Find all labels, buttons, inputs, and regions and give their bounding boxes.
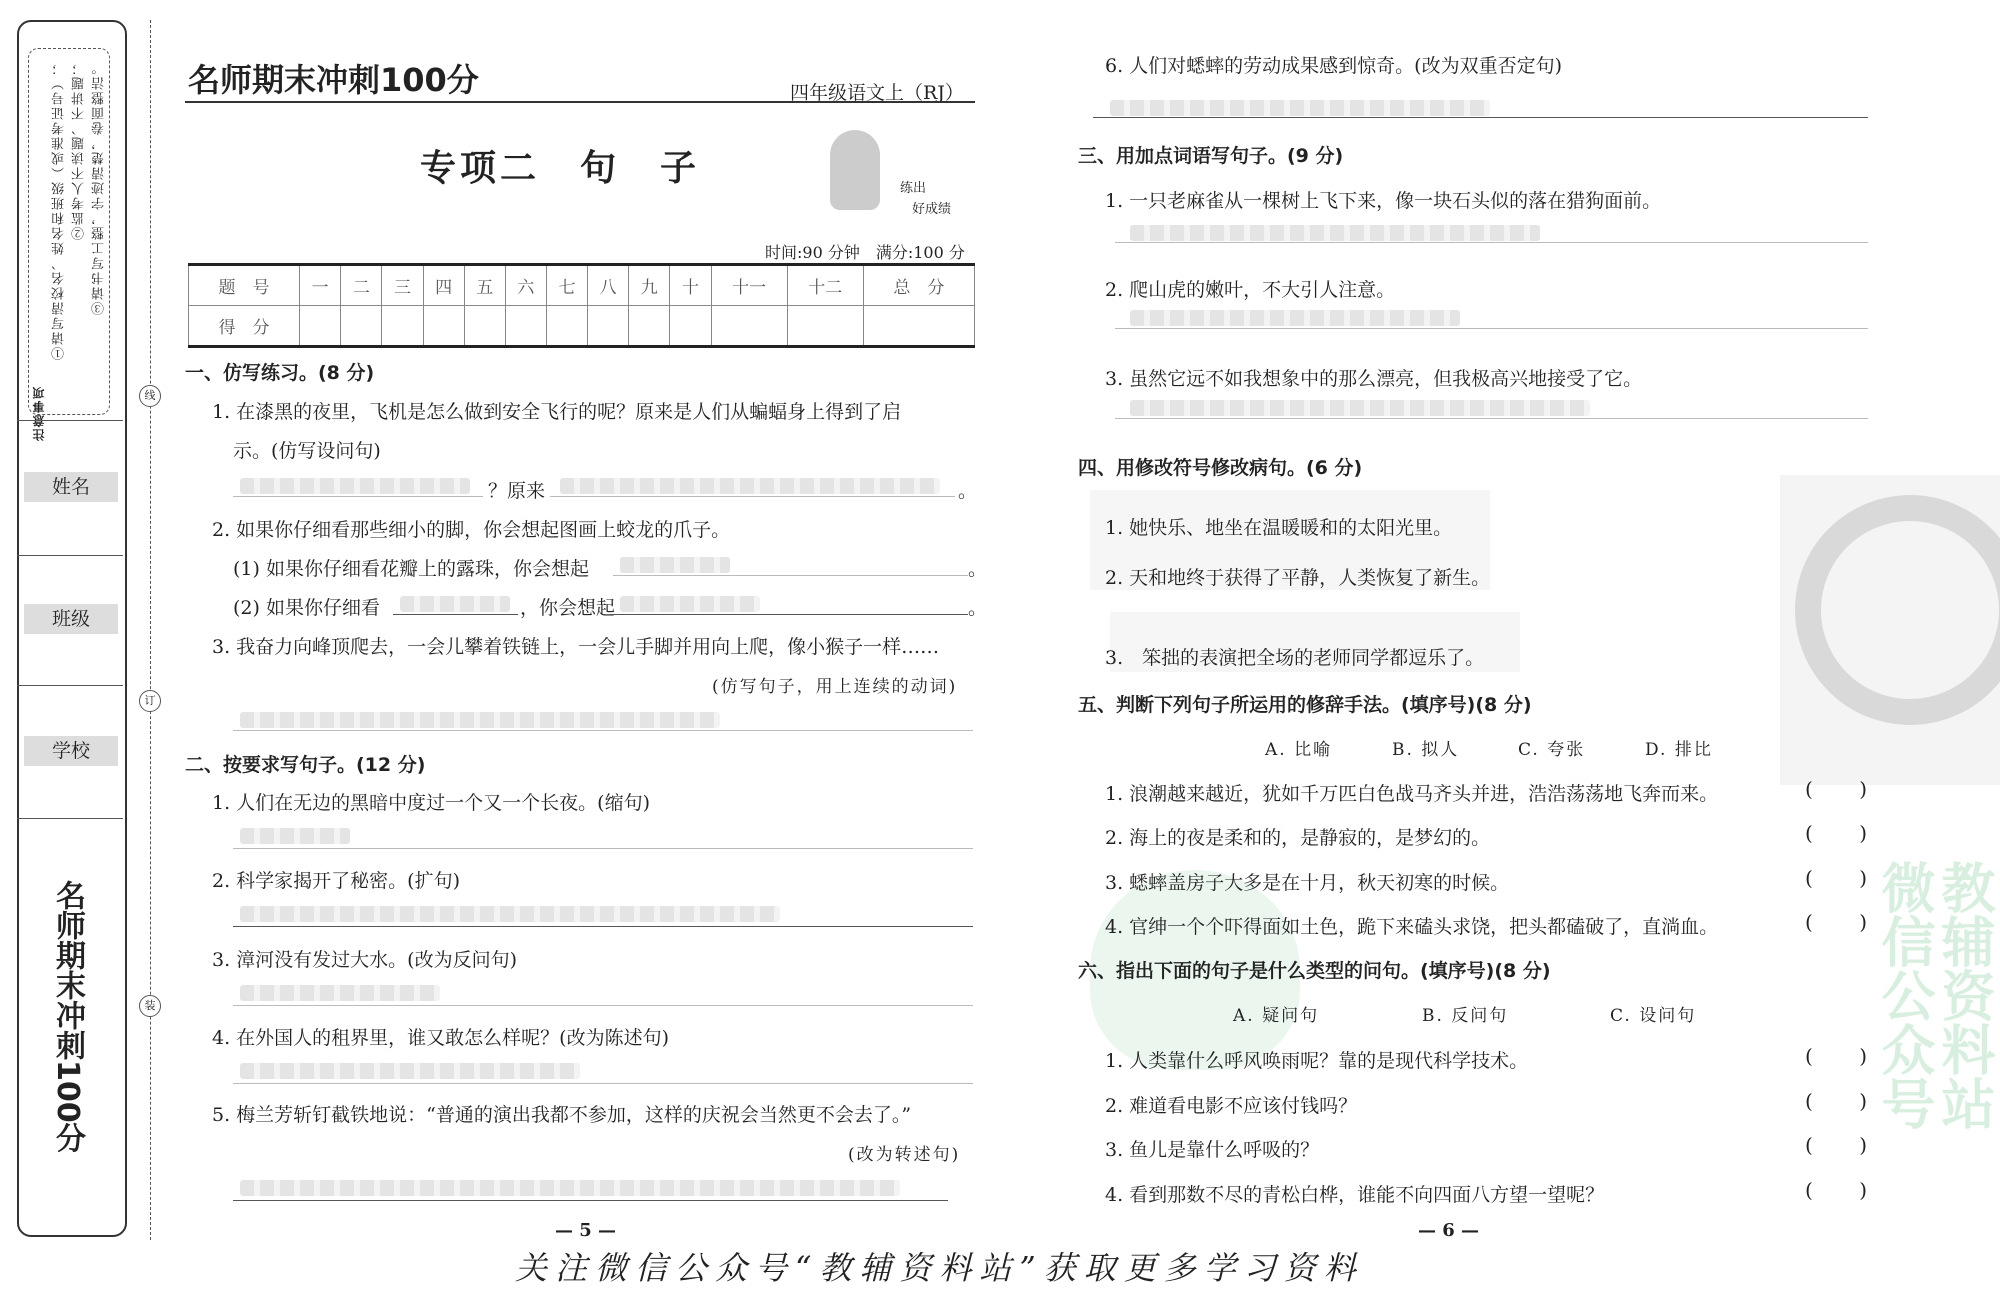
question-text: 3. 我奋力向峰顶爬去，一会儿攀着铁链上，一会儿手脚并用向上爬，像小猴子一样……	[212, 636, 940, 658]
bracket-open: (	[1805, 777, 1813, 801]
period: 。	[958, 480, 978, 502]
answer-line[interactable]	[1115, 328, 1868, 329]
table-header: 二	[341, 265, 382, 306]
answer-text	[240, 1180, 900, 1196]
mascot-icon	[830, 130, 880, 210]
bracket-close: )	[1859, 777, 1867, 801]
question-text: 示。(仿写设问句)	[233, 440, 381, 462]
question-text: (2) 如果你仔细看	[233, 597, 380, 619]
answer-text	[240, 985, 440, 1001]
table-header: 四	[423, 265, 464, 306]
answer-line[interactable]	[613, 614, 968, 615]
question-text: 2. 爬山虎的嫩叶，不大引人注意。	[1105, 279, 1396, 301]
answer-text	[620, 596, 760, 612]
question-hint: (改为转述句)	[848, 1145, 961, 1165]
score-cell[interactable]	[341, 306, 382, 347]
section-3-title: 三、用加点词语写句子。(9 分)	[1078, 145, 1344, 167]
score-cell[interactable]	[787, 306, 863, 347]
seal-watermark	[1780, 475, 2000, 785]
answer-bracket[interactable]	[1805, 777, 1867, 801]
question-text: (1) 如果你仔细看花瓣上的露珠，你会想起	[233, 558, 589, 580]
bracket-open: (	[1805, 1089, 1813, 1113]
answer-text	[400, 596, 510, 612]
answer-text	[240, 712, 720, 728]
section-2-title: 二、按要求写句子。(12 分)	[185, 754, 426, 776]
table-header: 五	[464, 265, 505, 306]
period: 。	[968, 597, 988, 619]
answer-line[interactable]	[1093, 117, 1868, 118]
score-cell[interactable]	[670, 306, 711, 347]
question-text: 2. 如果你仔细看那些细小的脚，你会想起图画上蛟龙的爪子。	[212, 519, 731, 541]
score-label: 得 分	[189, 306, 300, 347]
header-logo: 名师期末冲刺100分	[188, 61, 479, 99]
answer-bracket[interactable]	[1805, 866, 1867, 890]
answer-text	[240, 906, 780, 922]
seal-ring-icon	[1795, 495, 2000, 725]
bracket-close: )	[1859, 1089, 1867, 1113]
period: 。	[968, 558, 988, 580]
binding-mark: 订	[139, 690, 161, 712]
question-text: 2. 难道看电影不应该付钱吗？	[1105, 1095, 1358, 1117]
answer-bracket[interactable]	[1805, 1044, 1867, 1068]
answer-line[interactable]	[233, 496, 483, 497]
name-field[interactable]: 姓名	[24, 472, 118, 502]
answer-line[interactable]	[233, 1083, 973, 1084]
bracket-open: (	[1805, 821, 1813, 845]
question-text: 2. 海上的夜是柔和的，是静寂的，是梦幻的。	[1105, 827, 1491, 849]
question-text: 1. 人们在无边的黑暗中度过一个又一个长夜。(缩句)	[212, 792, 650, 814]
bracket-close: )	[1859, 1133, 1867, 1157]
answer-text	[1110, 100, 1490, 116]
score-cell[interactable]	[588, 306, 629, 347]
table-header: 十	[670, 265, 711, 306]
bracket-open: (	[1805, 1178, 1813, 1202]
bracket-open: (	[1805, 910, 1813, 934]
binding-line	[150, 20, 151, 1240]
answer-text	[240, 478, 470, 494]
page-number: — 5 —	[555, 1220, 617, 1241]
table-row	[189, 306, 975, 347]
section-6-title: 六、指出下面的句子是什么类型的问句。(填序号)(8 分)	[1078, 960, 1551, 982]
question-text: ？原来	[488, 480, 546, 502]
table-header: 八	[588, 265, 629, 306]
table-header: 六	[505, 265, 546, 306]
answer-text	[1130, 225, 1540, 241]
question-text: 3. 蟋蟀盖房子大多是在十月，秋天初寒的时候。	[1105, 872, 1510, 894]
answer-line[interactable]	[233, 848, 973, 849]
question-text: 2. 科学家揭开了秘密。(扩句)	[212, 870, 460, 892]
question-text: 3. 漳河没有发过大水。(改为反问句)	[212, 949, 517, 971]
note-1: ①请写清校名、姓名和班级（或准考证号）；	[52, 60, 67, 360]
option-c: C. 设问句	[1610, 1006, 1697, 1026]
table-header: 一	[300, 265, 341, 306]
table-header: 总 分	[863, 265, 974, 306]
table-header: 三	[382, 265, 423, 306]
divider	[17, 685, 123, 686]
bracket-open: (	[1805, 1044, 1813, 1068]
answer-bracket[interactable]	[1805, 1178, 1867, 1202]
question-text: 3. 鱼儿是靠什么呼吸的？	[1105, 1139, 1320, 1161]
answer-bracket[interactable]	[1805, 821, 1867, 845]
score-cell[interactable]	[711, 306, 787, 347]
question-text: 1. 在漆黑的夜里，飞机是怎么做到安全飞行的呢？原来是人们从蝙蝠身上得到了启	[212, 401, 902, 423]
notes-title: 注意事项	[32, 385, 46, 441]
grade-label: 四年级语文上（RJ）	[790, 82, 964, 104]
option-a: A. 比喻	[1265, 740, 1333, 760]
mascot-caption-1: 练出	[900, 181, 927, 196]
answer-line[interactable]	[233, 926, 973, 927]
bracket-open: (	[1805, 866, 1813, 890]
answer-text	[1130, 400, 1590, 416]
score-cell[interactable]	[505, 306, 546, 347]
score-cell[interactable]	[423, 306, 464, 347]
score-cell[interactable]	[629, 306, 670, 347]
answer-text	[620, 557, 730, 573]
section-1-title: 一、仿写练习。(8 分)	[185, 362, 375, 384]
score-cell[interactable]	[863, 306, 974, 347]
question-text: 4. 看到那数不尽的青松白桦，谁能不向四面八方望一望呢？	[1105, 1184, 1605, 1206]
note-2: ②监考人不读题、不讲题；	[72, 60, 87, 240]
page-number: — 6 —	[1418, 1220, 1480, 1241]
answer-text	[560, 478, 940, 494]
time-info: 时间:90 分钟 满分:100 分	[765, 243, 965, 262]
binding-mark: 线	[139, 385, 161, 407]
bracket-close: )	[1859, 910, 1867, 934]
question-text: 3. 笨拙的表演把全场的老师同学都逗乐了。	[1105, 647, 1485, 669]
question-hint: (仿写句子，用上连续的动词)	[712, 677, 958, 697]
table-header: 九	[629, 265, 670, 306]
answer-line[interactable]	[550, 496, 955, 497]
footer-promo: 关注微信公众号“教辅资料站”获取更多学习资料	[515, 1249, 1364, 1287]
note-3: ③请书写工整，字迹清楚，卷面整洁。	[92, 60, 107, 315]
option-d: D. 排比	[1645, 740, 1713, 760]
mascot-caption-2: 好成绩	[912, 202, 952, 217]
question-text: 1. 人类靠什么呼风唤雨呢？靠的是现代科学技术。	[1105, 1050, 1529, 1072]
score-cell[interactable]	[546, 306, 587, 347]
answer-bracket[interactable]	[1805, 1089, 1867, 1113]
bracket-open: (	[1805, 1133, 1813, 1157]
answer-text	[240, 1063, 580, 1079]
watermark-line-1: 微信公众号	[1873, 860, 1936, 1130]
question-text: 6. 人们对蟋蟀的劳动成果感到惊奇。(改为双重否定句)	[1105, 55, 1562, 77]
score-cell[interactable]	[382, 306, 423, 347]
answer-line[interactable]	[1115, 242, 1868, 243]
table-header: 十一	[711, 265, 787, 306]
answer-line[interactable]	[233, 1005, 973, 1006]
question-text: 5. 梅兰芳斩钉截铁地说：“普通的演出我都不参加，这样的庆祝会当然更不会去了。”	[212, 1104, 912, 1126]
answer-bracket[interactable]	[1805, 1133, 1867, 1157]
section-5-title: 五、判断下列句子所运用的修辞手法。(填序号)(8 分)	[1078, 694, 1532, 716]
question-text: 1. 浪潮越来越近，犹如千万匹白色战马齐头并进，浩浩荡荡地飞奔而来。	[1105, 783, 1719, 805]
answer-line[interactable]	[613, 575, 968, 576]
page-title: 专项二 句 子	[420, 148, 701, 189]
class-field[interactable]: 班级	[24, 604, 118, 634]
question-text: 4. 在外国人的租界里，谁又敢怎么样呢？(改为陈述句)	[212, 1027, 669, 1049]
binding-mark: 装	[139, 995, 161, 1017]
answer-text	[1130, 310, 1460, 326]
school-field[interactable]: 学校	[24, 736, 118, 766]
question-text: 2. 天和地终于获得了平静，人类恢复了新生。	[1105, 567, 1491, 589]
option-c: C. 夸张	[1518, 740, 1586, 760]
question-text: 4. 官绅一个个吓得面如土色，跪下来磕头求饶，把头都磕破了，直淌血。	[1105, 916, 1719, 938]
divider	[17, 555, 123, 556]
score-cell[interactable]	[300, 306, 341, 347]
table-header: 七	[546, 265, 587, 306]
answer-line[interactable]	[233, 730, 973, 731]
answer-line[interactable]	[1115, 418, 1868, 419]
answer-bracket[interactable]	[1805, 910, 1867, 934]
answer-line[interactable]	[393, 614, 518, 615]
section-4-title: 四、用修改符号修改病句。(6 分)	[1078, 457, 1363, 479]
table-header: 十二	[787, 265, 863, 306]
bracket-close: )	[1859, 1178, 1867, 1202]
bracket-close: )	[1859, 1044, 1867, 1068]
table-row	[189, 265, 975, 306]
sidebar-logo: 名师期末冲刺100分	[50, 880, 85, 1153]
question-text: 1. 她快乐、地坐在温暖暖和的太阳光里。	[1105, 517, 1453, 539]
answer-text	[240, 828, 350, 844]
option-a: A. 疑问句	[1233, 1006, 1320, 1026]
watermark-line-2: 教辅资料站	[1933, 860, 1996, 1130]
divider	[17, 818, 123, 819]
option-b: B. 反问句	[1422, 1006, 1509, 1026]
bracket-close: )	[1859, 866, 1867, 890]
divider	[17, 420, 123, 421]
option-b: B. 拟人	[1392, 740, 1460, 760]
bracket-close: )	[1859, 821, 1867, 845]
answer-line[interactable]	[233, 1200, 948, 1201]
score-cell[interactable]	[464, 306, 505, 347]
header-rule	[185, 101, 975, 103]
table-header: 题 号	[189, 265, 300, 306]
question-text: 3. 虽然它远不如我想象中的那么漂亮，但我极高兴地接受了它。	[1105, 368, 1643, 390]
question-text: 1. 一只老麻雀从一棵树上飞下来，像一块石头似的落在猎狗面前。	[1105, 190, 1662, 212]
question-text: ，你会想起	[520, 597, 616, 619]
score-table	[188, 263, 975, 348]
